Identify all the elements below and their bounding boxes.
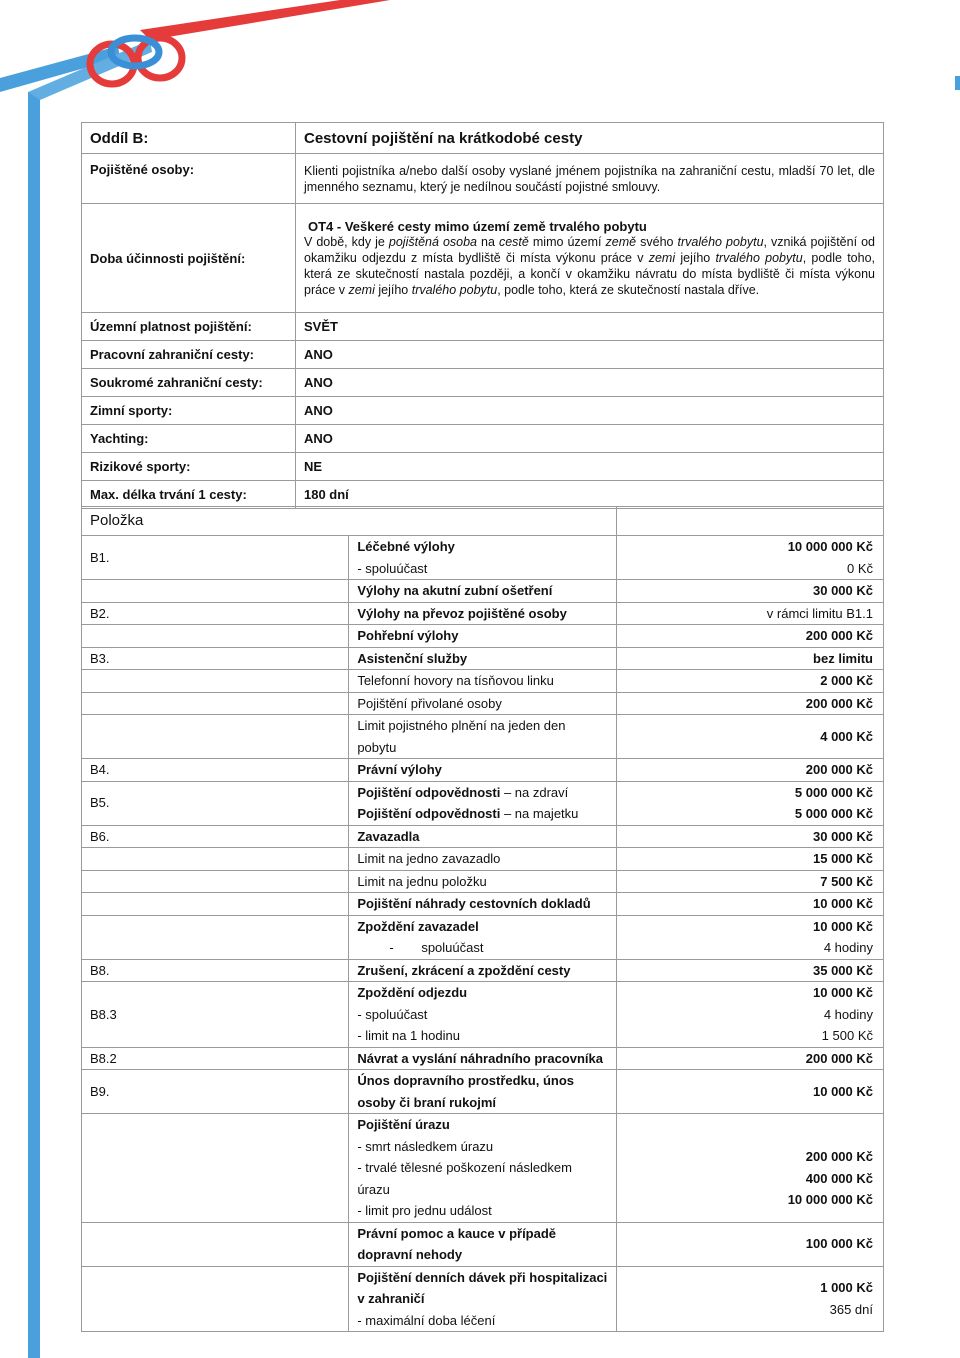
table-row (82, 893, 884, 916)
table-row (82, 625, 884, 648)
row-value: 100 000 Kč (616, 1222, 883, 1266)
info-row-label: Soukromé zahraniční cesty: (82, 369, 296, 397)
row-value: 10 000 Kč (616, 893, 883, 916)
validity-row (82, 204, 884, 313)
policy-info-table (81, 122, 884, 509)
table-row (82, 915, 884, 959)
section-label: Oddíl B: (82, 123, 296, 154)
row-code: B6. (82, 825, 349, 848)
row-name-detail: – na majetku (500, 806, 579, 821)
insured-persons-row (82, 154, 884, 204)
validity-value (296, 204, 884, 313)
row-sub: - maximální doba léčení (357, 1312, 496, 1328)
row-name: Limit na jednu položku (349, 870, 616, 893)
benefits-header-row (82, 507, 884, 536)
table-row (82, 692, 884, 715)
row-value: 7 500 Kč (616, 870, 883, 893)
row-name: Pojištění náhrady cestovních dokladů (349, 893, 616, 916)
row-name-detail: – na zdraví (500, 784, 569, 800)
info-row (82, 481, 884, 509)
row-name: Zpoždění odjezdu (357, 985, 468, 1000)
row-value: 35 000 Kč (616, 959, 883, 982)
row-sub-value: 4 hodiny (823, 940, 873, 955)
table-row (82, 959, 884, 982)
info-row-label: Max. délka trvání 1 cesty: (82, 481, 296, 509)
row-value: 2 000 Kč (616, 670, 883, 693)
info-row-value: ANO (296, 425, 884, 453)
row-code: B8.3 (82, 982, 349, 1048)
row-code: B1. (82, 536, 349, 580)
table-row (82, 1266, 884, 1332)
insured-persons-label: Pojištěné osoby: (82, 154, 296, 204)
info-row-value: 180 dní (296, 481, 884, 509)
row-sub-value: 1 500 Kč (821, 1028, 873, 1043)
row-sub: - limit na 1 hodinu (357, 1028, 460, 1043)
info-row (82, 397, 884, 425)
row-sub-value: 4 hodiny (823, 1006, 873, 1022)
table-row (82, 781, 884, 825)
row-value: 200 000 Kč (616, 1047, 883, 1070)
row-name: Výlohy na akutní zubní ošetření (349, 580, 616, 603)
row-value: 4 000 Kč (616, 715, 883, 759)
table-row (82, 647, 884, 670)
row-name: Návrat a vyslání náhradního pracovníka (349, 1047, 616, 1070)
info-row-value: NE (296, 453, 884, 481)
row-value: 5 000 000 Kč (794, 806, 873, 821)
row-code: B8.2 (82, 1047, 349, 1070)
row-sub-dash: - (389, 940, 394, 955)
info-row (82, 341, 884, 369)
row-value: 30 000 Kč (616, 825, 883, 848)
row-value: 1 000 Kč (820, 1280, 873, 1296)
section-header-row (82, 123, 884, 154)
info-row-label: Rizikové sporty: (82, 453, 296, 481)
row-value: 200 000 Kč (616, 625, 883, 648)
row-name: Limit pojistného plnění na jeden den pobytu (349, 715, 616, 759)
validity-label: Doba účinnosti pojištění: (82, 204, 296, 313)
row-sub: - limit pro jednu událost (357, 1203, 492, 1218)
section-title: Cestovní pojištění na krátkodobé cesty (296, 123, 884, 154)
row-name: Telefonní hovory na tísňovou linku (349, 670, 616, 693)
row-name: Asistenční služby (349, 647, 616, 670)
row-name: Pohřební výlohy (349, 625, 616, 648)
table-row (82, 715, 884, 759)
info-row-label: Zimní sporty: (82, 397, 296, 425)
row-value: 200 000 Kč (616, 692, 883, 715)
table-row (82, 870, 884, 893)
info-row-label: Pracovní zahraniční cesty: (82, 341, 296, 369)
row-sub: spoluúčast (421, 940, 484, 955)
row-value: bez limitu (616, 647, 883, 670)
benefits-header-item: Položka (82, 507, 617, 536)
info-row (82, 425, 884, 453)
info-row-label: Yachting: (82, 425, 296, 453)
table-row (82, 982, 884, 1048)
row-name: Právní pomoc a kauce v případě dopravní nehody (349, 1222, 616, 1266)
table-row (82, 580, 884, 603)
row-sub-value: 200 000 Kč (805, 1149, 873, 1165)
validity-heading: OT4 - Veškeré cesty mimo území země trvalého pobytu (308, 218, 647, 234)
row-name: Pojištění denních dávek při hospitalizaci v zahraničí (357, 1269, 608, 1306)
info-row-value: ANO (296, 341, 884, 369)
row-sub: - smrt následkem úrazu (357, 1138, 494, 1154)
benefits-header-value (616, 507, 883, 536)
row-sub-value: 10 000 000 Kč (787, 1192, 873, 1208)
row-code: B5. (82, 781, 349, 825)
table-row (82, 1222, 884, 1266)
info-row (82, 313, 884, 341)
row-name: Pojištění odpovědnosti (357, 784, 501, 800)
row-value: v rámci limitu B1.1 (616, 602, 883, 625)
row-sub-value: 400 000 Kč (805, 1170, 873, 1186)
row-name: Pojištění úrazu (357, 1117, 450, 1132)
row-name: Pojištění přivolané osoby (349, 692, 616, 715)
table-row (82, 536, 884, 580)
table-row (82, 1114, 884, 1223)
row-name: Právní výlohy (349, 759, 616, 782)
row-value: 10 000 000 Kč (787, 539, 873, 554)
row-name: Zavazadla (349, 825, 616, 848)
row-name: Pojištění odpovědnosti (357, 806, 501, 821)
row-code: B8. (82, 959, 349, 982)
row-name: Výlohy na převoz pojištěné osoby (349, 602, 616, 625)
row-name: Únos dopravního prostředku, únos osoby či braní rukojmí (349, 1070, 616, 1114)
row-code: B4. (82, 759, 349, 782)
row-code: B3. (82, 647, 349, 670)
row-sub: - trvalé tělesné poškození následkem úrazu (357, 1160, 572, 1197)
info-row-value: SVĚT (296, 313, 884, 341)
benefits-table (81, 506, 884, 1332)
row-sub-value: 0 Kč (846, 560, 873, 576)
row-code: B2. (82, 602, 349, 625)
row-value: 15 000 Kč (616, 848, 883, 871)
info-row-value: ANO (296, 369, 884, 397)
info-row (82, 453, 884, 481)
row-value: 30 000 Kč (616, 580, 883, 603)
table-row (82, 825, 884, 848)
row-sub-value: 365 dní (829, 1301, 873, 1317)
table-row (82, 1070, 884, 1114)
row-name: Zpoždění zavazadel (357, 918, 479, 934)
row-value: 10 000 Kč (813, 985, 873, 1000)
table-row (82, 1047, 884, 1070)
table-row (82, 670, 884, 693)
row-sub: - spoluúčast (357, 1006, 428, 1022)
validity-text: V době, kdy je pojištěná osoba na cestě mimo území země svého trvalého pobytu, vzniká pojištění od okamžiku odjezdu z místa bydliště či místa výkonu práce v zemi jejího trvalého pobytu, podle toho, která ze skutečností nastala později, a končí v okamžiku návratu do místa bydliště či místa výkonu práce v zemi jejího trvalého pobytu, podle toho, která ze skutečností nastala dříve. (304, 234, 875, 297)
row-code: B9. (82, 1070, 349, 1114)
row-name: Zrušení, zkrácení a zpoždění cesty (349, 959, 616, 982)
insured-persons-value: Klienti pojistníka a/nebo další osoby vyslané jménem pojistníka na zahraniční cestu, mladší 70 let, dle jmenného seznamu, který je nedílnou součástí pojistné smlouvy. (296, 154, 884, 204)
row-value: 200 000 Kč (616, 759, 883, 782)
row-value: 10 000 Kč (616, 1070, 883, 1114)
table-row (82, 602, 884, 625)
row-name: Limit na jedno zavazadlo (349, 848, 616, 871)
row-sub: - spoluúčast (357, 560, 428, 576)
row-value: 10 000 Kč (813, 918, 873, 934)
info-row (82, 369, 884, 397)
info-row-label: Územní platnost pojištění: (82, 313, 296, 341)
table-row (82, 848, 884, 871)
row-value: 5 000 000 Kč (794, 784, 873, 800)
info-row-value: ANO (296, 397, 884, 425)
row-name: Léčebné výlohy (357, 539, 455, 554)
table-row (82, 759, 884, 782)
